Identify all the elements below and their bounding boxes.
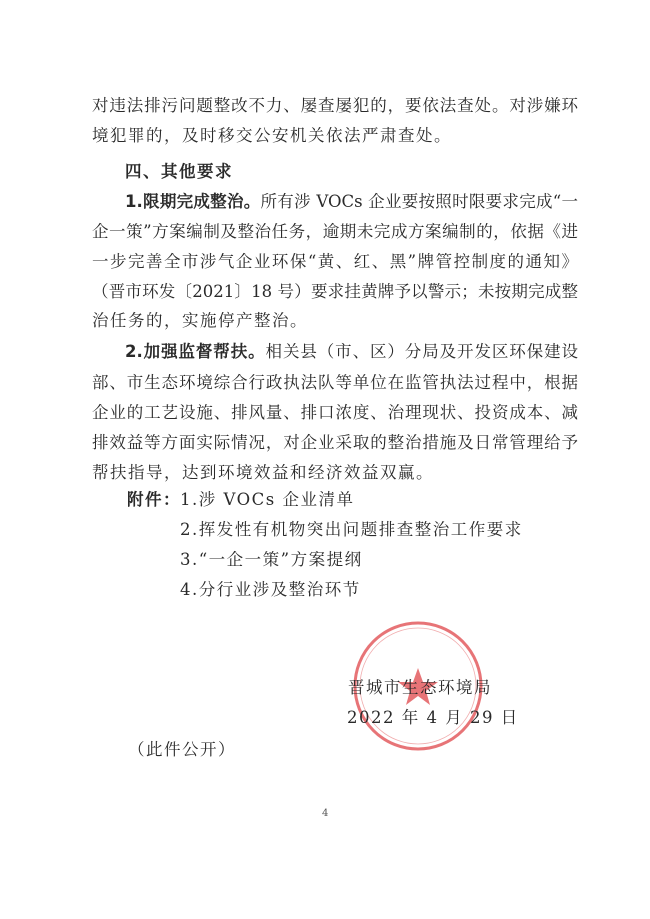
- paragraph-line: 帮扶指导，达到环境效益和经济效益双赢。: [92, 463, 434, 482]
- section-heading: 四、其他要求: [125, 162, 233, 181]
- paragraph-line: 对违法排污问题整改不力、屡查屡犯的，要依法查处。对涉嫌环: [92, 96, 578, 115]
- disclosure-note: （此件公开）: [128, 740, 236, 759]
- item2-text: 相关县（市、区）分局及开发区环保建设: [265, 342, 579, 361]
- paragraph-line: 排效益等方面实际情况，对企业采取的整治措施及日常管理给予: [92, 433, 578, 452]
- paragraph-line: 治任务的，实施停产整治。: [92, 311, 308, 330]
- paragraph-line: （晋市环发〔2021〕18 号）要求挂黄牌予以警示；未按期完成整: [92, 282, 578, 301]
- page-number: 4: [322, 808, 329, 819]
- paragraph-line: 部、市生态环境综合行政执法队等单位在监管执法过程中，根据: [92, 373, 578, 392]
- signature-date: 2022 年 4 月 29 日: [347, 708, 519, 727]
- attachment-item: 3.“一企一策”方案提纲: [180, 550, 363, 569]
- attachment-item: 4.分行业涉及整治环节: [180, 580, 361, 599]
- paragraph-line: 企业的工艺设施、排风量、排口浓度、治理现状、投资成本、减: [92, 403, 578, 422]
- item1-text: 所有涉 VOCs 企业要按照时限要求完成“一: [260, 192, 578, 211]
- item2-first-line: [125, 341, 578, 363]
- item1-first-line: [125, 191, 578, 213]
- signature-org: 晋城市生态环境局: [348, 678, 492, 697]
- paragraph-line: 企一策”方案编制及整治任务，逾期未完成方案编制的，依据《进: [92, 222, 578, 241]
- attachments-label: 附件：: [127, 490, 181, 509]
- item1-title: 1.限期完成整治。: [125, 192, 261, 211]
- paragraph-line: 一步完善全市涉气企业环保“黄、红、黑”牌管控制度的通知》: [92, 252, 578, 271]
- item2-title: 2.加强监督帮扶。: [125, 342, 266, 361]
- paragraph-line: 境犯罪的，及时移交公安机关依法严肃查处。: [92, 126, 452, 145]
- attachment-item: 2.挥发性有机物突出问题排查整治工作要求: [180, 520, 523, 539]
- attachment-item: 1.涉 VOCs 企业清单: [180, 490, 355, 509]
